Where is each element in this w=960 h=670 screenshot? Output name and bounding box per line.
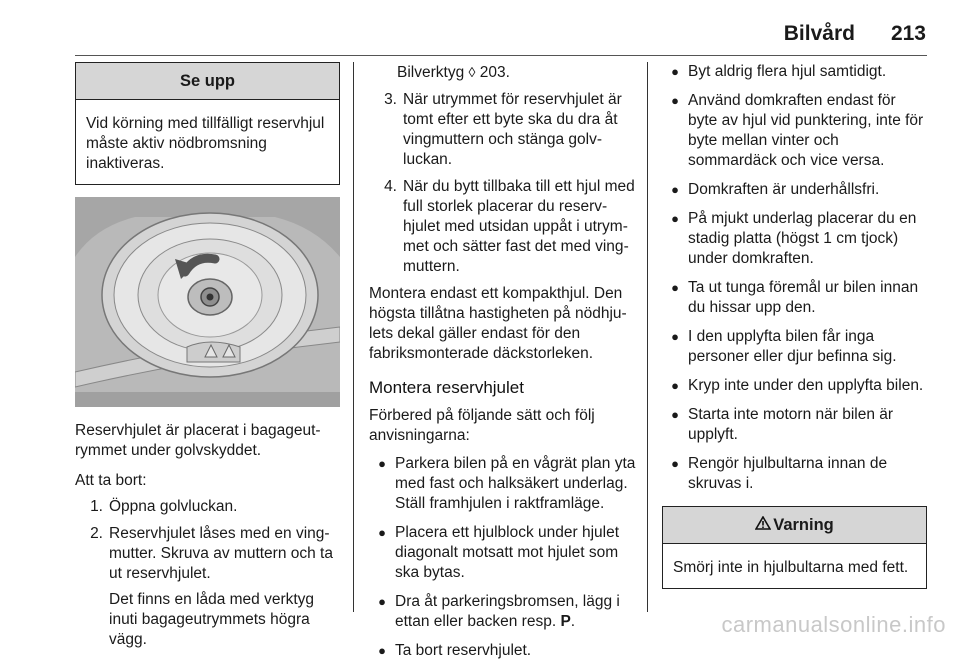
caution-text: Vid körning med tillfälligt reservhjul måste aktiv nödbromsning inaktiveras. — [86, 115, 325, 172]
list-item — [369, 641, 636, 661]
step-text: Reservhjulet låses med en vingmutter. Skruva av muttern och ta ut reservhjulet. — [109, 525, 333, 582]
bullet-icon: ● — [378, 643, 386, 658]
bullet-text: Byt aldrig flera hjul samtidigt. — [688, 63, 887, 80]
warning-title-bar — [663, 507, 926, 544]
warning-text: Smörj inte in hjulbultarna med fett. — [673, 559, 909, 576]
bullet-icon: ● — [671, 64, 679, 79]
jack-bullets — [662, 62, 927, 494]
column-3 — [662, 62, 927, 589]
list-item — [662, 405, 927, 445]
step-number: 1. — [90, 498, 103, 515]
list-item — [369, 177, 636, 277]
list-item — [75, 497, 340, 517]
list-item — [369, 90, 636, 170]
bullet-text: I den upplyfta bilen får inga personer eller djur befinna sig. — [688, 328, 897, 365]
bullet-icon: ● — [671, 407, 679, 422]
bullet-icon: ● — [378, 525, 386, 540]
caption: Reservhjulet är placerat i bagageutrymmet under golvskyddet. — [75, 422, 321, 459]
remove-steps — [75, 497, 340, 650]
prep-intro: Förbered på följande sätt och följ anvisningarna: — [369, 407, 595, 444]
step-number: 4. — [384, 178, 397, 195]
section-heading: Montera reservhjulet — [369, 378, 524, 397]
column-divider — [353, 62, 354, 612]
bullet-icon: ● — [671, 211, 679, 226]
list-item — [75, 524, 340, 650]
bullet-text: Rengör hjulbultarna innan de skruvas i. — [688, 455, 888, 492]
page-ref-icon: ◊ — [468, 64, 476, 80]
continued-text — [369, 62, 636, 83]
bullet-text: På mjukt underlag placerar du en stadig platta (högst 1 cm tjock) under domkraften. — [688, 210, 917, 267]
page-ref[interactable]: 203. — [479, 64, 510, 81]
list-item — [662, 278, 927, 318]
step-text: När utrymmet för reservhjulet är tomt efter ett byte ska du dra åt vingmuttern och stänga golvluckan. — [403, 91, 622, 168]
section-title: Bilvård — [783, 22, 855, 45]
warning-box — [662, 506, 927, 589]
remove-steps-continued — [369, 90, 636, 277]
bullet-text: Parkera bilen på en vågrät plan yta med fast och halksäkert underlag. Ställ framhjulen i raktframläge. — [395, 455, 636, 512]
bullet-text: Ta ut tunga föremål ur bilen innan du hissar upp den. — [688, 279, 919, 316]
bullet-text: Dra åt parkeringsbromsen, lägg i ettan eller backen resp. P. — [395, 593, 620, 630]
list-item — [662, 180, 927, 200]
warning-triangle-icon — [755, 515, 771, 535]
column-divider — [647, 62, 648, 612]
step-text: Öppna golvluckan. — [109, 498, 238, 515]
page-header — [748, 22, 926, 46]
bullet-icon: ● — [671, 280, 679, 295]
bullet-text: Ta bort reservhjulet. — [395, 642, 532, 659]
list-item — [369, 454, 636, 514]
step-number: 2. — [90, 525, 103, 542]
prep-bullets — [369, 454, 636, 661]
bullet-text: Domkraften är underhållsfri. — [688, 181, 880, 198]
list-item — [369, 592, 636, 632]
list-item — [662, 209, 927, 269]
step-number: 3. — [384, 91, 397, 108]
list-item — [662, 376, 927, 396]
bullet-text: Använd domkraften endast för byte av hjul vid punktering, inte för byte mellan vinter och sommardäck och vice versa. — [688, 92, 924, 169]
bullet-icon: ● — [378, 594, 386, 609]
bullet-icon: ● — [671, 182, 679, 197]
bullet-icon: ● — [671, 456, 679, 471]
spare-wheel-illustration — [75, 197, 340, 407]
column-1 — [75, 62, 340, 657]
cont-text: Bilverktyg — [397, 64, 465, 81]
bullet-text: Starta inte motorn när bilen är upplyft. — [688, 406, 894, 443]
list-item — [369, 523, 636, 583]
bullet-text: Placera ett hjulblock under hjulet diagonalt motsatt mot hjulet som ska bytas. — [395, 524, 620, 581]
column-2 — [369, 62, 636, 670]
caution-box — [75, 62, 340, 185]
bullet-icon: ● — [671, 329, 679, 344]
bullet-icon: ● — [378, 456, 386, 471]
step-note: Det finns en låda med verktyg inuti bagageutrymmets högra vägg. — [109, 591, 315, 648]
header-rule — [75, 55, 927, 56]
caution-title: Se upp — [76, 63, 339, 100]
remove-intro: Att ta bort: — [75, 472, 147, 489]
list-item — [662, 62, 927, 82]
list-item — [662, 327, 927, 367]
watermark: carmanualsonline.info — [721, 612, 946, 637]
bullet-text: Kryp inte under den upplyfta bilen. — [688, 377, 924, 394]
page-number: 213 — [890, 22, 926, 45]
list-item — [662, 454, 927, 494]
list-item — [662, 91, 927, 171]
warning-title: Varning — [773, 516, 834, 534]
bullet-icon: ● — [671, 378, 679, 393]
bullet-icon: ● — [671, 93, 679, 108]
compact-wheel-note: Montera endast ett kompakthjul. Den högsta tillåtna hastigheten på nödhjulets dekal gäller endast för den fabriksmonterade däckstorleken. — [369, 285, 627, 362]
step-text: När du bytt tillbaka till ett hjul med full storlek placerar du reservhjulet med utsidan uppåt i utrymmet och sätter fast det med vingmuttern. — [403, 178, 635, 275]
